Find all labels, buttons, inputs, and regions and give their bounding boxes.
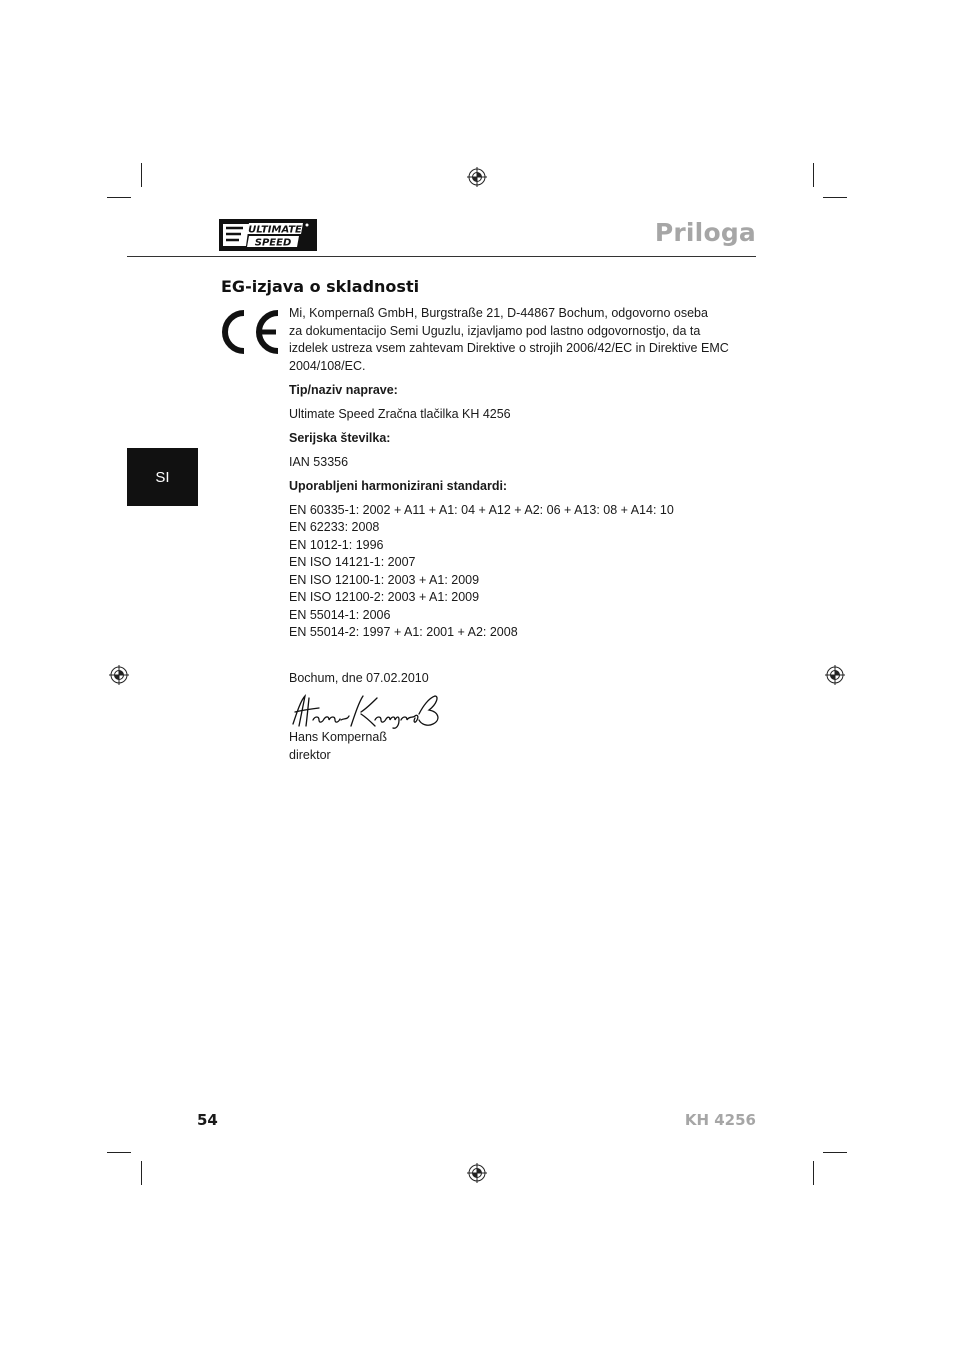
header-divider [127,256,756,257]
intro-line: za dokumentacijo Semi Uguzlu, izjavljamo pod lastno odgovornostjo, da ta [289,323,701,338]
section-heading: EG-izjava o skladnosti [221,277,420,296]
crop-mark [107,1152,131,1153]
standards-label: Uporabljeni harmonizirani standardi: [289,479,508,493]
standard-item: EN 55014-2: 1997 + A1: 2001 + A2: 2008 [289,625,518,639]
standard-item: EN 62233: 2008 [289,520,380,534]
device-value: Ultimate Speed Zračna tlačilka KH 4256 [289,406,511,421]
model-code: KH 4256 [684,1111,756,1129]
ce-mark-icon [220,309,282,355]
brand-logo [219,219,317,251]
page-number: 54 [197,1111,218,1129]
registration-mark-icon [467,1163,487,1183]
crop-mark [823,1152,847,1153]
intro-line: Mi, Kompernaß GmbH, Burgstraße 21, D-44867 Bochum, odgovorno oseba [289,306,708,320]
svg-text:SPEED: SPEED [254,237,292,249]
signer-title: direktor [289,748,331,762]
standard-item: EN 1012-1: 1996 [289,537,384,552]
svg-text:ULTIMATE: ULTIMATE [248,224,302,236]
standard-item: EN 55014-1: 2006 [289,607,391,622]
standard-item: EN ISO 14121-1: 2007 [289,555,416,569]
crop-mark [107,197,131,198]
crop-mark [823,197,847,198]
language-tab: SI [127,448,198,506]
standards-list [289,502,739,642]
signature [289,692,445,730]
registration-mark-icon [109,665,129,685]
crop-mark [813,1161,814,1185]
serial-label: Serijska številka: [289,431,391,445]
registration-mark-icon [825,665,845,685]
standard-item: EN ISO 12100-2: 2003 + A1: 2009 [289,590,480,604]
declaration-body [289,305,739,642]
crop-mark [141,1161,142,1185]
standard-item: EN ISO 12100-1: 2003 + A1: 2009 [289,572,480,587]
registration-mark-icon [467,167,487,187]
signer-name: Hans Kompernaß [289,730,387,744]
page-title: Priloga [654,218,756,247]
crop-mark [813,163,814,187]
intro-line: 2004/108/EC. [289,358,366,373]
place-date: Bochum, dne 07.02.2010 [289,671,429,685]
intro-line: izdelek ustreza vsem zahtevam Direktive o strojih 2006/42/EC in Direktive EMC [289,341,729,355]
crop-mark [141,163,142,187]
standard-item: EN 60335-1: 2002 + A11 + A1: 04 + A12 + A2: 06 + A13: 08 + A14: 10 [289,502,674,517]
serial-value: IAN 53356 [289,454,349,469]
device-label: Tip/naziv naprave: [289,383,398,397]
